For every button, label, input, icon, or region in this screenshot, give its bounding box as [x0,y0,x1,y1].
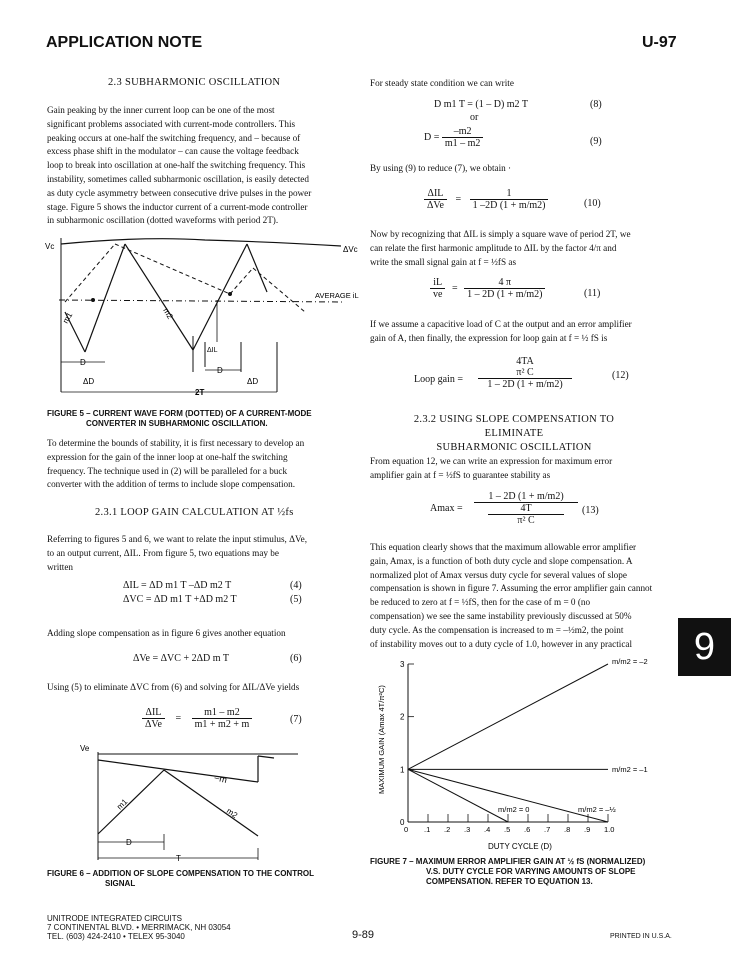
paragraph-subharmonic: Gain peaking by the inner current loop can be one of the most significant problems associated with current-mode controllers. This peaking occurs at one-half the switching frequency, and – because of excess phase shift in the modulator – can cause the voltage feedback loop to break into oscillation at one-half the switching frequency. This instability, sometimes called subharmonic oscillation, is easily detected as duty cycle asymmetry between consecutive drive pulses in the power stage. Figure 5 shows the inductor current of a current-mode controller in subharmonic oscillation (dotted waveforms with period 2T). [47,105,312,226]
x-tick-label: .5 [504,825,511,834]
y-tick-label: 0 [400,818,405,827]
series-line [408,769,508,822]
equation-9-number: (9) [590,136,602,147]
x-tick-label: .3 [464,825,471,834]
series-label: m/m2 = 0 [498,805,530,814]
paragraph-referring: Referring to figures 5 and 6, we want to relate the input stimulus, ΔVe, to an output current, ΔIL. From figure 5, two equations may be written [47,534,308,572]
equation-or: or [470,112,479,123]
figure-5-waveform [45,232,365,400]
chart-series [408,664,608,822]
fig5-m1-label: m1 [60,310,75,325]
equation-6: ΔVe = ΔVC + 2ΔD m T [133,653,229,664]
section-2-3-2-title: 2.3.2 USING SLOPE COMPENSATION TO ELIMINATE SUBHARMONIC OSCILLATION [413,414,615,453]
series-line [408,664,608,769]
equation-5-number: (5) [290,594,302,605]
figure-7-chart [368,654,678,854]
y-tick-label: 3 [400,660,405,669]
equation-10: $\frac{\text{ΔIL}}{\text{ΔVe}}$ = $\frac{1}{1 -2D (1 + m/m2)}$ [424,188,548,211]
series-label: m/m2 = –½ [578,805,616,814]
equation-6-number: (6) [290,653,302,664]
y-tick-label: 1 [400,765,405,775]
x-tick-label: 1.0 [604,825,615,834]
fig5-dd-label: ΔD [83,377,95,386]
equation-7-number: (7) [290,714,302,725]
header-doc-number: U-97 [642,34,677,51]
chart-axes [408,664,608,822]
figure-5-caption: FIGURE 5 – CURRENT WAVE FORM (DOTTED) OF A CURRENT-MODE CONVERTER IN SUBHARMONIC OSCILLATION. [47,409,312,428]
section-2-3-1-title: 2.3.1 LOOP GAIN CALCULATION AT ½fs [95,507,294,518]
paragraph-recognizing: Now by recognizing that ΔIL is simply a square wave of period 2T, we can relate the first harmonic amplitude to ΔIL by the factor 4/π and write the small signal gain at f = ½fS as [370,229,631,267]
section-2-3-title: 2.3 SUBHARMONIC OSCILLATION [108,77,281,88]
chart-x-axis-label: DUTY CYCLE (D) [488,842,552,851]
x-tick-label: .9 [584,825,591,834]
equation-12-number: (12) [612,370,629,381]
equation-5: ΔVC = ΔD m1 T +ΔD m2 T [123,594,237,605]
equation-8: D m1 T = (1 – D) m2 T [434,99,528,110]
chart-labels [498,657,648,814]
paragraph-steady-state: For steady state condition we can write [370,78,514,88]
compensation-ramp [98,760,258,782]
header-title: APPLICATION NOTE [46,34,203,51]
fig6-d-label: D [126,838,132,847]
equation-13: 1 – 2D (1 + m/m2) 4T π² C [474,491,578,526]
x-tick-label: .7 [544,825,551,834]
equation-12-lhs: Loop gain = [414,374,463,385]
fig6-m2-label: m2 [224,806,240,821]
x-tick-label: .4 [484,825,491,834]
fig5-dd2-label: ΔD [247,377,259,386]
equation-8-number: (8) [590,99,602,110]
equation-10-number: (10) [584,198,601,209]
y-tick-label: 2 [400,712,405,722]
equation-4: ΔIL = ΔD m1 T –ΔD m2 T [123,580,232,591]
steady-waveform [65,244,267,352]
section-tab-9: 9 [678,618,731,676]
printed-note: PRINTED IN U.S.A. [610,933,672,940]
fig6-m-label: –m [213,772,229,785]
chart-y-axis-label: MAXIMUM GAIN (Amax 4T/π²C) [377,685,386,794]
paragraph-bounds: To determine the bounds of stability, it is first necessary to develop an expression for the gain of the inner loop at one-half the switching frequency. The technique used in (2) will be paralleled for a buck converter with the addition of terms to include slope compensation. [47,438,305,490]
figure-7-caption: FIGURE 7 – MAXIMUM ERROR AMPLIFIER GAIN AT ½ fS (NORMALIZED) V.S. DUTY CYCLE FOR VARYING AMOUNTS OF SLOPE COMPENSATION. REFER TO EQUATION 13. [370,857,646,886]
paragraph-amax: This equation clearly shows that the maximum allowable error amplifier gain, Amax, is a function of both duty cycle and slope compensation. A normalized plot of Amax versus duty cycle for several values of slope compensation is shown in figure 7. Assuming the error amplifier gain cannot be reduced to zero at f = ½fS, then for the case of m = 0 (no compensation) we see the same instability previously discussed at 50% duty cycle. As the compensation is increased to m = –½m2, the point of instability moves out to a duty cycle of 1.0, however in any practical [370,542,653,649]
x-tick-label: 0 [404,825,409,834]
fig6-m1-label: m1 [115,797,130,812]
figure-6-slope-compensation [78,742,308,862]
x-tick-label: .6 [524,825,531,834]
fig5-dil-label: ΔIL [207,347,218,354]
x-tick-label: .8 [564,825,571,834]
equation-11: $\frac{iL}{ve}$ = $\frac{4 \pi}{1 - 2D (1 + m/m2)}$ [430,277,545,300]
fig6-t-label: T [176,854,181,862]
paragraph-capacitive: If we assume a capacitive load of C at the output and an error amplifier gain of A, then finally, the expression for loop gain at f = ½ fS is [370,319,632,343]
equation-4-number: (4) [290,580,302,591]
paragraph-using-5: Using (5) to eliminate ΔVC from (6) and solving for ΔIL/ΔVe yields [47,682,300,692]
average-line [59,300,345,302]
page-number: 9-89 [352,929,375,941]
fig5-m2-label: m2 [161,306,175,321]
fig5-d-label: D [80,358,86,367]
fig5-2t-label: 2T [195,388,205,397]
footer-address: UNITRODE INTEGRATED CIRCUITS 7 CONTINENTAL BLVD. • MERRIMACK, NH 03054 TEL. (603) 424-2410 • TELEX 95-3040 [47,914,231,941]
equation-13-lhs: Amax = [430,503,463,514]
vc-line [61,239,341,246]
paragraph-adding: Adding slope compensation as in figure 6 gives another equation [47,628,286,638]
paragraph-reduce: By using (9) to reduce (7), we obtain · [370,163,512,173]
figure-6-caption: FIGURE 6 – ADDITION OF SLOPE COMPENSATION TO THE CONTROL SIGNAL [47,869,314,888]
equation-7: $\frac{\text{ΔIL}}{\text{ΔVe}}$ = $\frac{m1 - m2}{m1 + m2 + m}$ [142,707,252,730]
fig5-d2-label: D [217,366,223,375]
equation-11-number: (11) [584,288,601,299]
fig5-dvc-label: ΔVc [343,245,358,254]
fig6-ve-label: Ve [80,744,90,753]
equation-13-number: (13) [582,505,599,516]
equation-9: D = $\frac{-m2}{m1 - m2}$ [424,126,483,149]
series-label: m/m2 = –2 [612,657,648,666]
series-label: m/m2 = –1 [612,765,648,774]
x-tick-label: .1 [424,825,431,834]
fig5-vc-label: Vc [45,242,55,251]
fig5-average-label: AVERAGE iL [315,291,359,300]
paragraph-equation-12: From equation 12, we can write an expression for maximum error amplifier gain at f = ½fS to guarantee stability as [370,456,613,480]
x-tick-label: .2 [444,825,451,834]
equation-12: 4TA π² C 1 – 2D (1 + m/m2) [478,356,572,390]
m1-ramp [98,770,164,834]
